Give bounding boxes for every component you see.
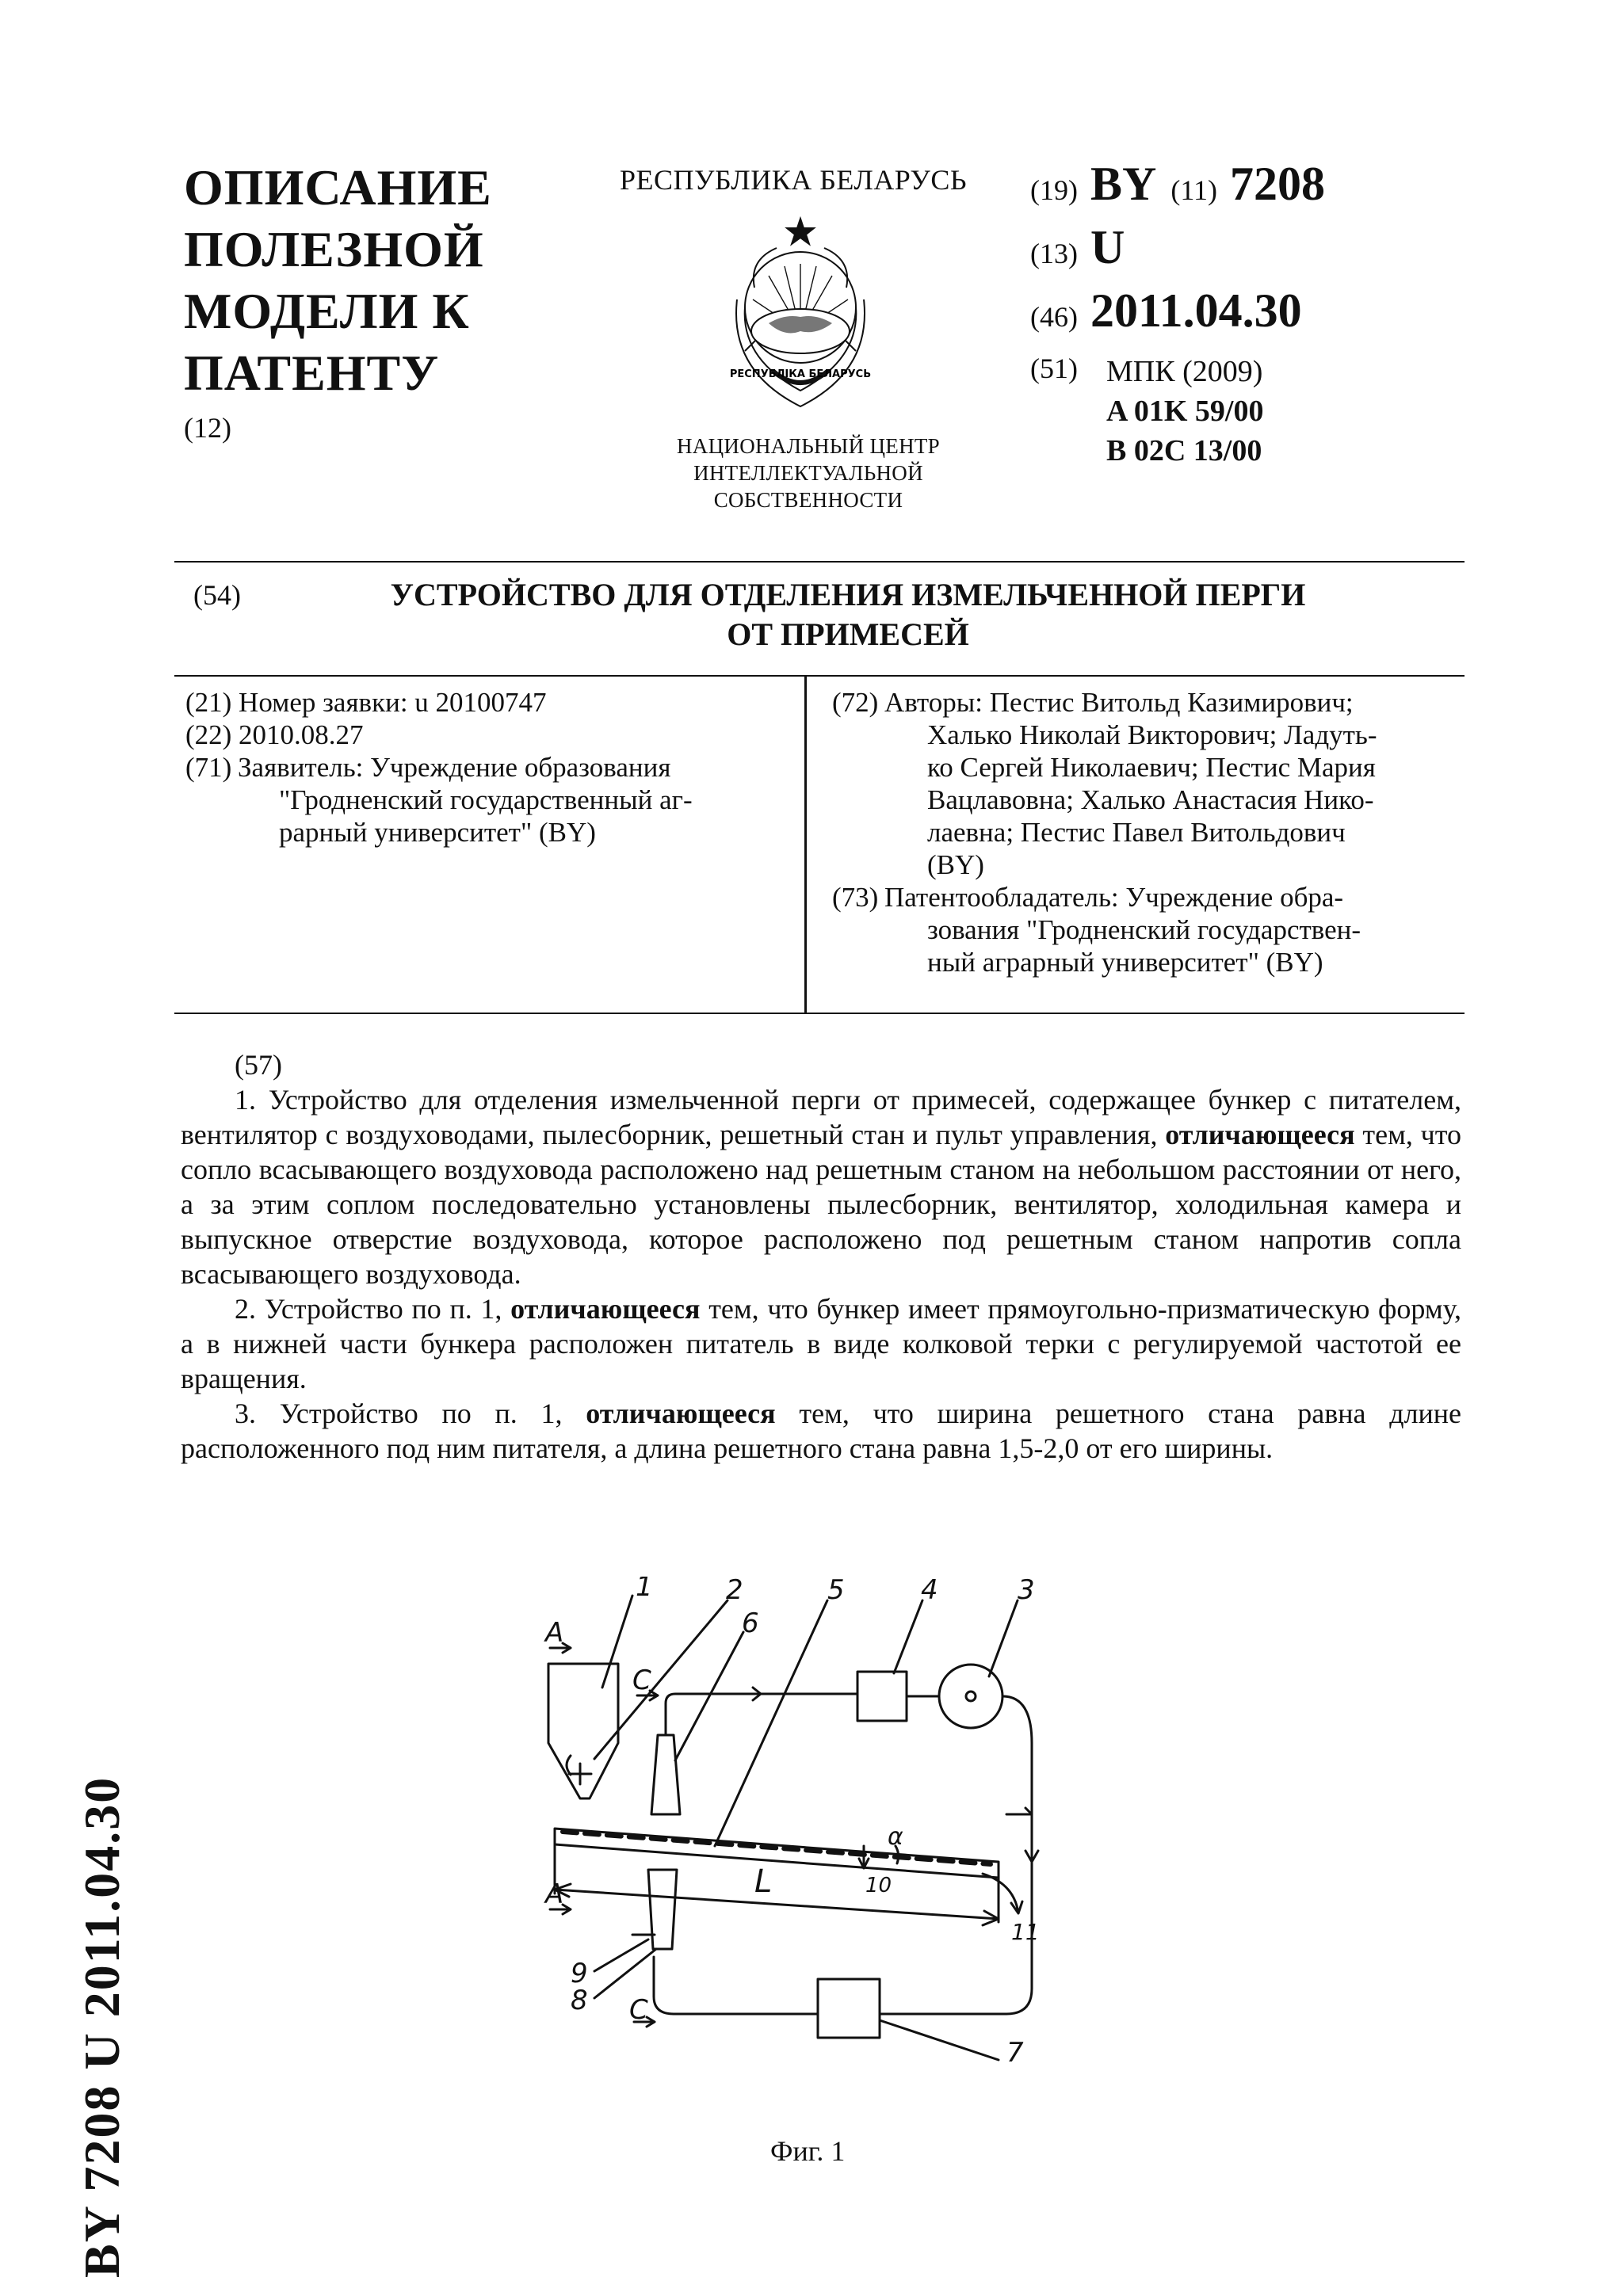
filing-date: (22) 2010.08.27: [185, 719, 364, 750]
bib-right-column: [832, 686, 1450, 978]
authors-line: Авторы: Пестис Витольд Казимирович;: [884, 687, 1354, 718]
ipc-class: A 01K 59/00: [1106, 395, 1264, 428]
title-line: УСТРОЙСТВО ДЛЯ ОТДЕЛЕНИЯ ИЗМЕЛЬЧЕННОЙ ПЕРГИ: [390, 577, 1306, 612]
publication-date-row: [1030, 284, 1506, 347]
label-3: 3: [1018, 1577, 1035, 1606]
label-7: 7: [1006, 2037, 1024, 2068]
claim-3: [181, 1396, 1461, 1466]
document-type-line: ПАТЕНТУ: [184, 345, 440, 401]
authors-code: (72): [832, 687, 879, 718]
applicant-line: рарный университет" (BY): [279, 817, 596, 848]
owner-line: зования "Гродненский государствен-: [927, 914, 1361, 945]
document-type-line: ПОЛЕЗНОЙ: [184, 221, 484, 277]
authors-line: (BY): [927, 849, 984, 880]
suction-duct: [666, 1694, 857, 1735]
angle-label: α: [888, 1823, 903, 1851]
republic-name: РЕСПУБЛИКА БЕЛАРУСЬ: [620, 164, 968, 196]
applicant-entry: [185, 751, 788, 849]
leader-4: [894, 1600, 922, 1673]
label-1: 1: [636, 1577, 653, 1603]
claim-text: тем, что бункер имеет прямоугольно-призматическую форму, а в нижней части бункера расположен питатель в виде колковой терки с регулируемой частотой ее вращения.: [181, 1293, 1462, 1394]
dust-collector: [857, 1672, 907, 1721]
owner-line: ный аграрный университет" (BY): [927, 947, 1323, 978]
kind-code: U: [1090, 221, 1125, 273]
owner-entry: [832, 881, 1450, 978]
office-name: [634, 433, 983, 513]
ipc-block: [1030, 352, 1506, 471]
owner-line: Патентообладатель: Учреждение обра-: [884, 882, 1344, 913]
leader-8: [594, 1949, 656, 1998]
ipc-label: МПК (2009): [1106, 355, 1263, 388]
section-a-top: A: [545, 1617, 564, 1649]
applicant-code: (71): [185, 752, 232, 783]
label-6: 6: [742, 1608, 759, 1639]
kind-row: [1030, 220, 1506, 284]
document-type-line: МОДЕЛИ К: [184, 283, 470, 339]
number-code-label: (11): [1170, 174, 1217, 206]
section-c-bottom: C: [629, 1994, 648, 2026]
ipc-class: B 02C 13/00: [1106, 434, 1262, 467]
office-name-line: СОБСТВЕННОСТИ: [713, 488, 903, 512]
authors-line: Вацлавовна; Халько Анастасия Нико-: [927, 784, 1374, 815]
title-line: ОТ ПРИМЕСЕЙ: [727, 616, 969, 652]
document-type-block: [184, 157, 564, 445]
section-a-bottom: A: [545, 1878, 564, 1910]
authors-entry: [832, 686, 1450, 881]
claims-section: [181, 1047, 1461, 1466]
claim-keyword: отличающееся: [510, 1293, 701, 1325]
country-number-row: [1030, 157, 1506, 220]
application-number: (21) Номер заявки: u 20100747: [185, 687, 547, 718]
figure-caption: Фиг. 1: [770, 2135, 846, 2167]
label-11: 11: [1011, 1919, 1040, 1945]
invention-title: [184, 575, 1465, 654]
outlet-duct: [654, 1957, 818, 2014]
patent-number: 7208: [1229, 158, 1325, 210]
claim-keyword: отличающееся: [1165, 1119, 1355, 1150]
date-code-label: (46): [1030, 301, 1078, 333]
bib-divider: [174, 1013, 1465, 1014]
identifiers-block: [1030, 157, 1506, 471]
authors-line: лаевна; Пестис Павел Витольдович: [927, 817, 1346, 848]
document-type-line: ОПИСАНИЕ: [184, 159, 492, 215]
label-9: 9: [571, 1958, 588, 1989]
column-divider: [804, 675, 807, 1014]
claim-1: [181, 1082, 1461, 1291]
cooling-chamber: [818, 1979, 880, 2038]
leader-5: [715, 1600, 827, 1846]
section-c-top: C: [632, 1665, 651, 1696]
feeder-icon: [569, 1764, 591, 1784]
label-10: 10: [865, 1874, 892, 1897]
outlet-nozzle: [648, 1870, 677, 1949]
leader-3: [989, 1600, 1018, 1676]
side-stamp: BY 7208 U 2011.04.30: [74, 1775, 130, 2278]
kind-code-label: (13): [1030, 238, 1078, 269]
ipc-code-label: (51): [1030, 353, 1078, 384]
claim-text: тем, что ширина решетного стана равна длине расположенного под ним питателя, а длина решетного стана равна 1,5-2,0 от его ширины.: [181, 1398, 1462, 1464]
authors-line: Халько Николай Викторович; Ладуть-: [927, 719, 1377, 750]
figure-1-drawing: [539, 1577, 1109, 2068]
label-8: 8: [571, 1985, 588, 2016]
header-divider: [174, 561, 1465, 563]
claim-text: 3. Устройство по п. 1,: [235, 1398, 563, 1429]
country-code-label: (19): [1030, 174, 1078, 206]
hopper: [548, 1664, 618, 1798]
leader-7: [880, 2020, 999, 2060]
label-2: 2: [726, 1577, 743, 1606]
title-divider: [174, 675, 1465, 677]
applicant-line: "Гродненский государственный аг-: [279, 784, 693, 815]
label-5: 5: [827, 1577, 845, 1606]
length-label: L: [754, 1863, 773, 1900]
claims-code: (57): [235, 1049, 282, 1081]
publication-date: 2011.04.30: [1090, 284, 1302, 337]
claim-2: [181, 1291, 1461, 1396]
emblem-ribbon-text: РЕСПУБЛІКА БЕЛАРУСЬ: [729, 368, 872, 380]
claim-text: 1. Устройство для отделения измельченной перги от примесей, содержащее бункер с питателем, вентилятор с воздуховодами, пылесборник, решетный стан и пульт управления,: [181, 1084, 1461, 1150]
country-code: BY: [1090, 158, 1157, 210]
leader-9: [594, 1939, 648, 1971]
claim-keyword: отличающееся: [586, 1398, 776, 1429]
authors-line: ко Сергей Николаевич; Пестис Мария: [927, 752, 1376, 783]
fan: [939, 1665, 1002, 1728]
suction-nozzle: [651, 1735, 680, 1814]
office-name-line: ИНТЕЛЛЕКТУАЛЬНОЙ: [693, 461, 923, 485]
label-4: 4: [921, 1577, 938, 1606]
state-emblem-icon: [713, 212, 888, 426]
office-name-line: НАЦИОНАЛЬНЫЙ ЦЕНТР: [677, 434, 940, 458]
owner-code: (73): [832, 882, 879, 913]
applicant-line: Заявитель: Учреждение образования: [238, 752, 671, 783]
claim-text: 2. Устройство по п. 1,: [235, 1293, 502, 1325]
document-type-code: (12): [184, 412, 231, 444]
claim-text: тем, что сопло всасывающего воздуховода расположено над решетным станом на небольшом расстоянии от него, а за этим соплом последовательно установлены пылесборник, вентилятор, холодильная камера и выпускное отверстие воздуховода, которое расположено под решетным станом напротив сопла всасывающего воздуховода.: [181, 1119, 1462, 1290]
title-code: (54): [193, 579, 241, 611]
bib-left-column: [185, 686, 788, 849]
